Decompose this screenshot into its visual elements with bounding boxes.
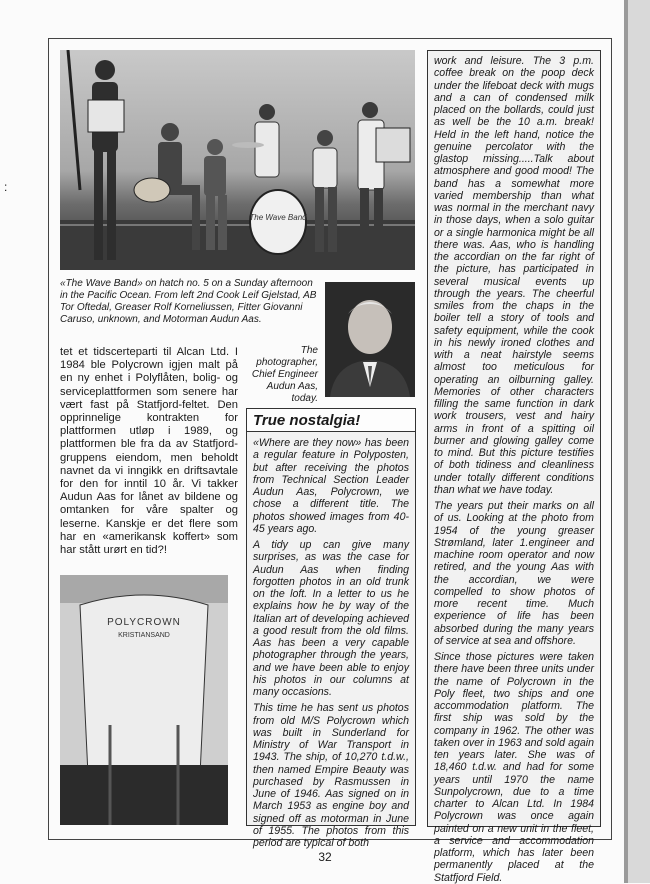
nostalgia-title: True nostalgia! [247,409,415,432]
right-column-body [428,51,600,884]
band-photo-illustration [60,50,415,270]
ship-illustration [60,575,228,825]
right-column-box [427,50,601,884]
ship-home-port-text: KRISTIANSAND [118,632,170,639]
drum-label: The Wave Band [249,213,307,222]
band-photo [60,50,415,270]
right-column-paragraph: The years put their marks on all of us. Looking at the photo from 1954 of the young greaser Strømland, later 1.engineer and machine room operator and now retired, and the young Aas with the accordian, we were compelled to show photos of more recent time. Much experience of life has been absorbed during the many years of service at sea and offshore. [434,500,594,647]
norwegian-article-text: tet et tidscerteparti til Alcan Ltd. I 1984 ble Polycrown igjen malt på en ny enhet i Polyflåten, bolig- og serviceplattformen som senere har vært fast på Statfjord-feltet. Den opprinnelige kontrakten for plattformen utløp i 1989, og plattformen ble fra da av Statfjord-gruppens eiendom, men beholdt navnet da vi inngikk en driftsavtale for den for inntil 10 år. Vi takker Audun Aas for lånet av bildene og omtanken for våre spalter og leserne. Kanskje er det flere som har en «amerikansk koffert» som har stått urørt en tid?! [60,346,238,557]
portrait-illustration [325,282,415,397]
nostalgia-sidebar [246,408,416,849]
margin-mark: : [4,180,8,194]
band-photo-caption: «The Wave Band» on hatch no. 5 on a Sunday afternoon in the Pacific Ocean. From left 2nd Cook Leif Gjelstad, AB Tor Oftedal, Greaser Rolf Korneliussen, Fitter Giovanni Caruso, unknown, and Motorman Audun Aas. [60,278,317,325]
page-number: 32 [318,850,332,864]
right-column-paragraph: Since those pictures were taken there have been three units under the name of Polycrown in the Poly fleet, two ships and one accommodation platform. The first ship was sold by the company in 1962. The other was taken over in 1963 and sold again ten years later. She was of 18,460 t.d.w. and had for some years until 1970 the name Sunpolycrown, due to a time charter to Alcan Ltd. In 1984 Polycrown was once again painted on a new unit in the fleet, a service and accommodation platform, which has later been permanently placed at the Statfjord Field. [434,651,594,884]
right-column-paragraph: work and leisure. The 3 p.m. coffee break on the poop deck under the lifeboat deck with mugs and a can of condensed milk placed on the bollards, could just as well be the 10 a.m. break! Held in the left hand, notice the genuine percolator with the glastop missing.....Talk about atmosphere and good mood! The band has a somewhat more varied membership than what was normal in the merchant navy in those days, when a solo guitar or a single harmonica might be all there was. Aas, who is handling the accordian on the far right of the picture, has participated in several musical events up through the years. The cheerful smiles from the chaps in the boiler tell a story of tools and safety equipment, while the cook in his newly ironed clothes and with a neat hairstyle seems almost too meticulous for operating an oilburning galley. Memories of other characters filling the same function in dark work trousers, vest and hairy arms in front of a spitting oil burner and glowing galley come to mind. But this picture testifies of both tidiness and cleanliness under totally different conditions than what we have today. [434,55,594,496]
ship-photo [60,575,228,825]
nostalgia-paragraph: This time he has sent us photos from old M/S Polycrown which was built in Sunderland for Ministry of War Transport in 1943. The ship, of 10,270 t.d.w., then named Empire Beauty was purchased by Rasmussen in June of 1946. Aas signed on in March 1953 as engine boy and signed off as motorman in June of 1955. The photos from this period are typical of both [253,702,409,849]
page-edge [624,0,650,883]
ship-name-text: POLYCROWN [107,617,181,628]
nostalgia-paragraph: «Where are they now» has been a regular feature in Polyposten, but after receiving the photos from Technical Section Leader Audun Aas, Polycrown, we chose a different title. The photos showed images from 40-45 years ago. [253,437,409,535]
portrait-photo [325,282,415,397]
portrait-caption: The photographer, Chief Engineer Audun Aas, today. [251,345,318,404]
nostalgia-paragraph: A tidy up can give many surprises, as was the case for Audun Aas when finding forgotten photos in an old trunk on the loft. In a letter to us he explains how he by way of the Italian art of developing achieved a good result from the old films. Aas has been a very capable photographer through the years, and we have been able to enjoy his photos in our columns at many occasions. [253,539,409,698]
nostalgia-body [247,432,415,849]
